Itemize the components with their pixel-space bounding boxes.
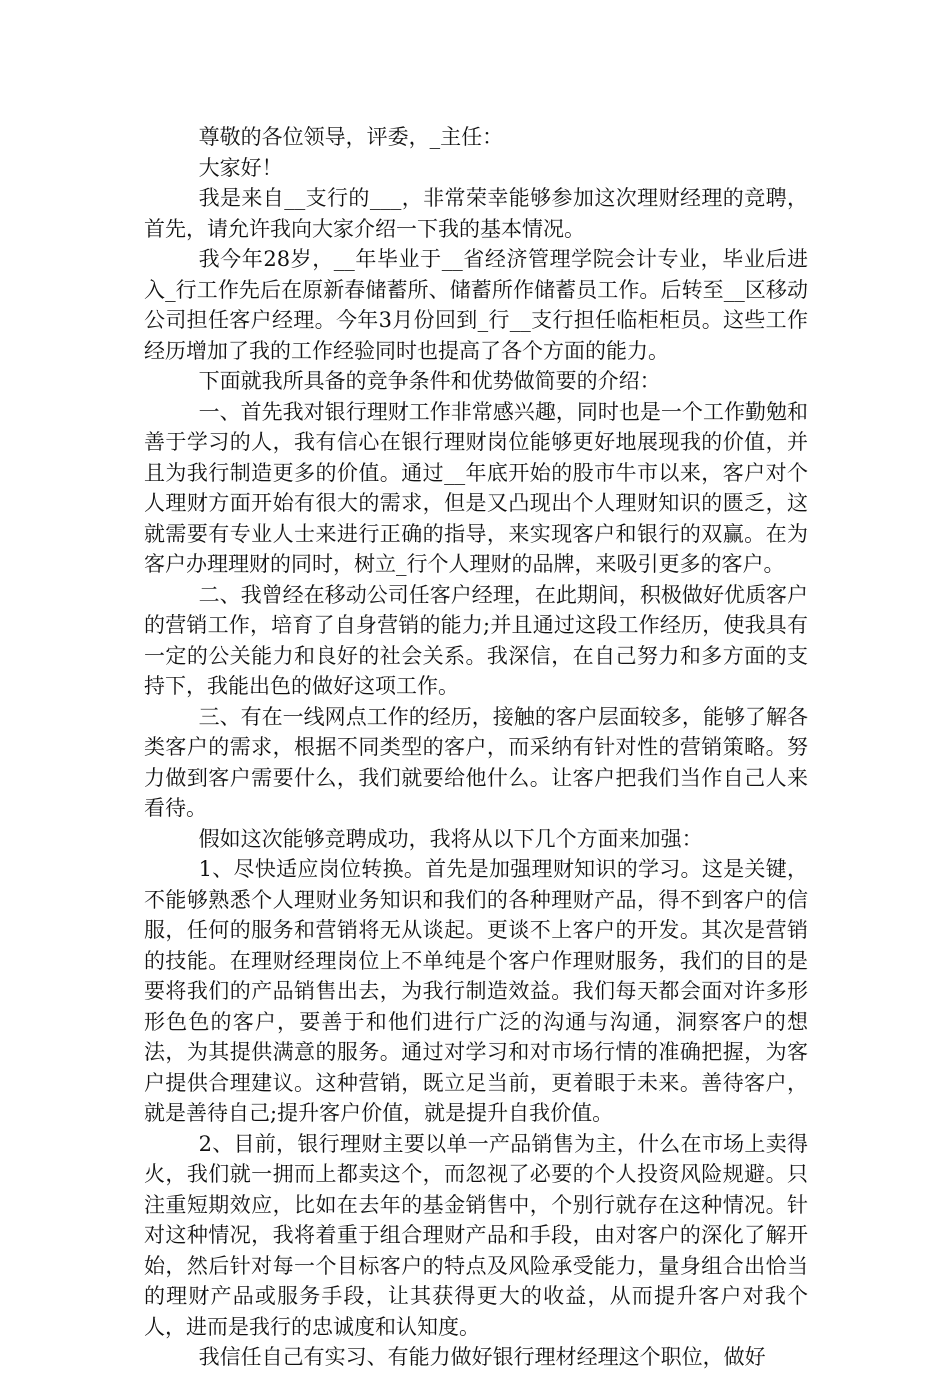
closing-paragraph: 我信任自己有实习、有能力做好银行理材经理这个职位，做好 — [198, 1345, 766, 1369]
plan-heading-paragraph: 假如这次能够竞聘成功，我将从以下几个方面来加强： — [198, 826, 703, 851]
plan-1-paragraph: 1、尽快适应岗位转换。首先是加强理财知识的学习。这是关键，不能够熟悉个人理财业务知识和我们的各种理财产品，得不到客户的信服，任何的服务和营销将无从谈起。更谈不上客户的开发。其次是营销的技能。在理财经理岗位上不单纯是个客户作理财服务，我们的目的是要将我们的产品销售出去，为我行制造效益。我们每天都会面对许多形形色色的客户，要善于和他们进行广泛的沟通与沟通，洞察客户的想法，为其提供满意的服务。通过对学习和对市场行情的准确把握，为客户提供合理建议。这种营销，既立足当前，更着眼于未来。善待客户，就是善待自己;提升客户价值，就是提升自我价值。 — [144, 857, 808, 1125]
salutation-paragraph: 尊敬的各位领导，评委，_主任： — [198, 125, 504, 149]
plan-2-paragraph: 2、目前，银行理财主要以单一产品销售为主，什么在市场上卖得火，我们就一拥而上都卖这个，而忽视了必要的个人投资风险规避。只注重短期效应，比如在去年的基金销售中，个别行就存在这种情况。针对这种情况，我将着重于组合理财产品和手段，由对客户的深化了解开始，然后针对每一个目标客户的特点及风险承受能力，量身组合出恰当的理财产品或服务手段，让其获得更大的收益，从而提升客户对我个人，进而是我行的忠诚度和认知度。 — [144, 1131, 808, 1339]
advantage-2-paragraph: 二、我曾经在移动公司任客户经理，在此期间，积极做好优质客户的营销工作，培育了自身营销的能力;并且通过这段工作经历，使我具有一定的公关能力和良好的社会关系。我深信，在自己努力和多方面的支持下，我能出色的做好这项工作。 — [144, 582, 808, 698]
speech-body — [144, 122, 808, 1373]
advantage-3-paragraph: 三、有在一线网点工作的经历，接触的客户层面较多，能够了解各类客户的需求，根据不同类型的客户，而采纳有针对性的营销策略。努力做到客户需要什么，我们就要给他什么。让客户把我们当作自己人来看待。 — [144, 704, 808, 820]
greeting-paragraph: 大家好！ — [198, 155, 283, 180]
advantages-heading-paragraph: 下面就我所具备的竞争条件和优势做简要的介绍： — [198, 369, 661, 393]
background-paragraph: 我今年28岁，__年毕业于__省经济管理学院会计专业，毕业后进入_行工作先后在原新春储蓄所、储蓄所作储蓄员工作。后转至__区移动公司担任客户经理。今年3月份回到_行__支行担任临柜柜员。这些工作经历增加了我的工作经验同时也提高了各个方面的能力。 — [144, 247, 808, 363]
advantage-1-paragraph: 一、首先我对银行理财工作非常感兴趣，同时也是一个工作勤勉和善于学习的人，我有信心在银行理财岗位能够更好地展现我的价值，并且为我行制造更多的价值。通过__年底开始的股市牛市以来，客户对个人理财方面开始有很大的需求，但是又凸现出个人理财知识的匮乏，这就需要有专业人士来进行正确的指导，来实现客户和银行的双赢。在为客户办理理财的同时，树立_行个人理财的品牌，来吸引更多的客户。 — [144, 399, 808, 576]
intro-paragraph: 我是来自__支行的___，非常荣幸能够参加这次理财经理的竞聘，首先，请允许我向大家介绍一下我的基本情况。 — [144, 186, 808, 241]
